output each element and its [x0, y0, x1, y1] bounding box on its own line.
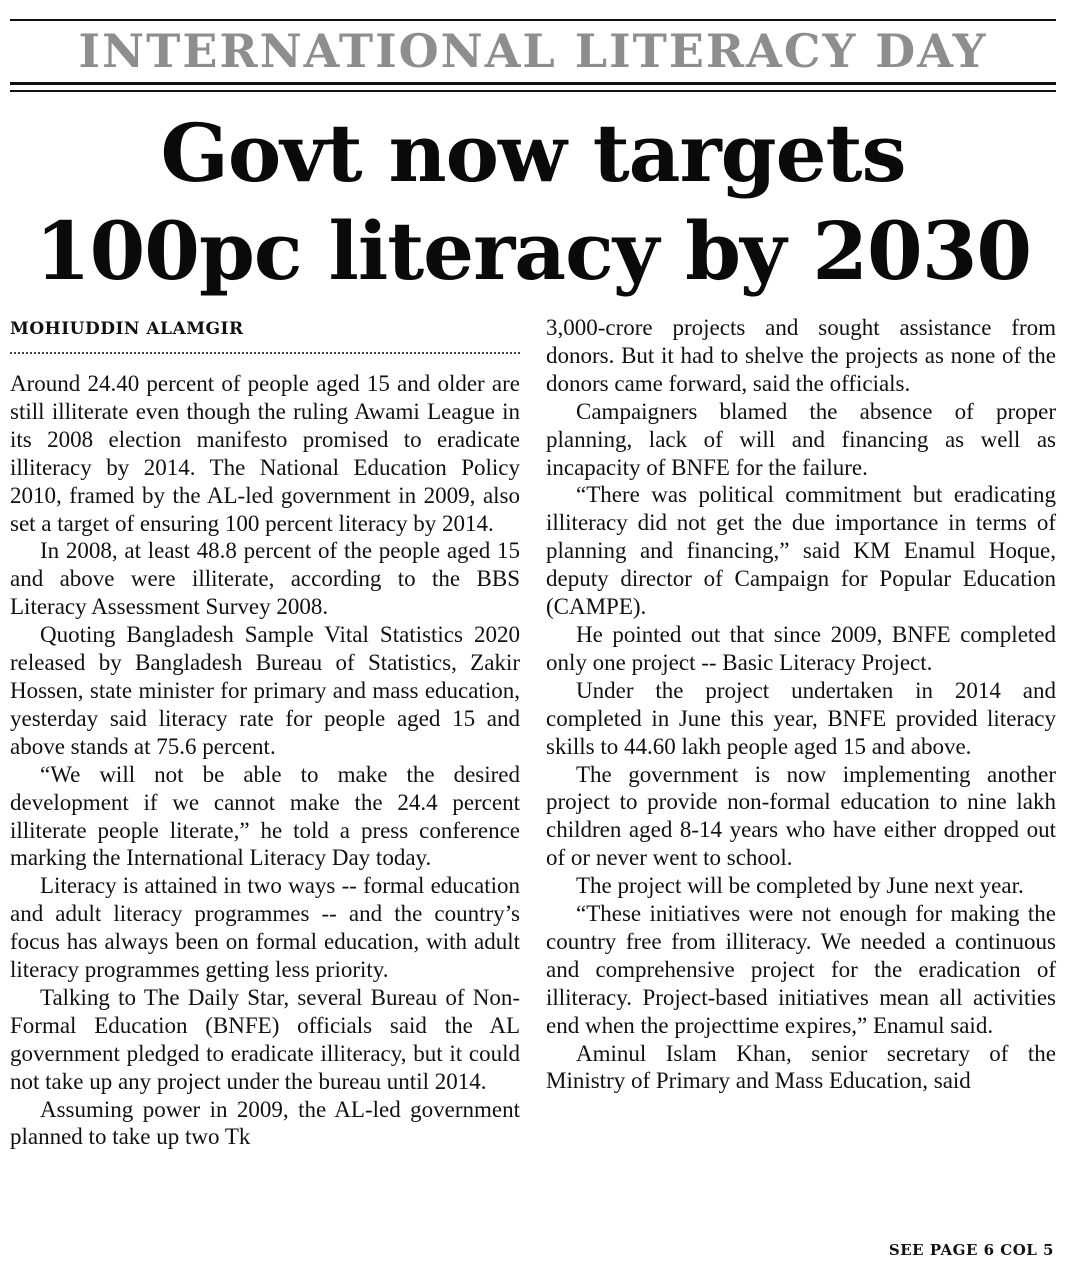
article-column-2 [546, 314, 1056, 1095]
continuation-jump-line: SEE PAGE 6 COL 5 [888, 1241, 1054, 1259]
paragraph: Aminul Islam Khan, senior secretary of the Ministry of Primary and Mass Education, said [546, 1040, 1056, 1094]
paragraph: The project will be completed by June next year. [576, 873, 1024, 899]
paragraph: 3,000-crore projects and sought assistance from donors. But it had to shelve the projects as none of the donors came forward, said the officials. [546, 315, 1056, 396]
paragraph: He pointed out that since 2009, BNFE completed only one project -- Basic Literacy Project. [546, 621, 1056, 675]
section-label: INTERNATIONAL LITERACY DAY [78, 24, 988, 78]
headline-line-1: Govt now targets [160, 106, 906, 200]
article-column-1 [10, 370, 520, 1151]
paragraph: “We will not be able to make the desired development if we cannot make the 24.4 percent illiterate people literate,” he told a press conference marking the International Literacy Day today. [10, 761, 520, 871]
paragraph: In 2008, at least 48.8 percent of the people aged 15 and above were illiterate, according to the BBS Literacy Assessment Survey 2008. [10, 538, 520, 620]
headline [10, 104, 1056, 300]
paragraph: Campaigners blamed the absence of proper planning, lack of will and financing as well as incapacity of BNFE for the failure. [546, 398, 1056, 480]
paragraph: Around 24.40 percent of people aged 15 and older are still illiterate even though the ruling Awami League in its 2008 election manifesto promised to eradicate illiteracy by 2014. The National Education Policy 2010, framed by the AL-led government in 2009, also set a target of ensuring 100 percent literacy by 2014. [10, 371, 520, 536]
top-rule [10, 19, 1056, 21]
paragraph: “There was political commitment but eradicating illiteracy did not get the due importance in terms of planning and financing,” said KM Enamul Hoque, deputy director of Campaign for Popular Education (CAMPE). [546, 482, 1056, 620]
paragraph: Literacy is attained in two ways -- formal education and adult literacy programmes -- and the country’s focus has always been on formal education, with adult literacy programmes getting less priority. [10, 873, 520, 983]
paragraph: “These initiatives were not enough for making the country free from illiteracy. We needed a continuous and comprehensive project for the eradication of illiteracy. Project-based initiatives mean all activities end when the projecttime expires,” Enamul said. [546, 901, 1056, 1038]
kicker-rule-lower [10, 90, 1056, 92]
paragraph: Assuming power in 2009, the AL-led government planned to take up two Tk [10, 1096, 520, 1150]
paragraph: Under the project undertaken in 2014 and completed in June this year, BNFE provided literacy skills to 44.60 lakh people aged 15 and above. [546, 677, 1056, 759]
paragraph: The government is now implementing another project to provide non-formal education to nine lakh children aged 8-14 years who have either dropped out of or never went to school. [546, 761, 1056, 871]
kicker-rule-upper [10, 82, 1056, 85]
byline-dotted-rule [10, 352, 520, 354]
headline-line-2: 100pc literacy by 2030 [34, 204, 1032, 298]
paragraph: Talking to The Daily Star, several Bureau of Non-Formal Education (BNFE) officials said the AL government pledged to eradicate illiteracy, but it could not take up any project under the bureau until 2014. [10, 984, 520, 1094]
paragraph: Quoting Bangladesh Sample Vital Statistics 2020 released by Bangladesh Bureau of Statistics, Zakir Hossen, state minister for primary and mass education, yesterday said literacy rate for people aged 15 and above stands at 75.6 percent. [10, 622, 520, 759]
byline: MOHIUDDIN ALAMGIR [10, 319, 244, 339]
